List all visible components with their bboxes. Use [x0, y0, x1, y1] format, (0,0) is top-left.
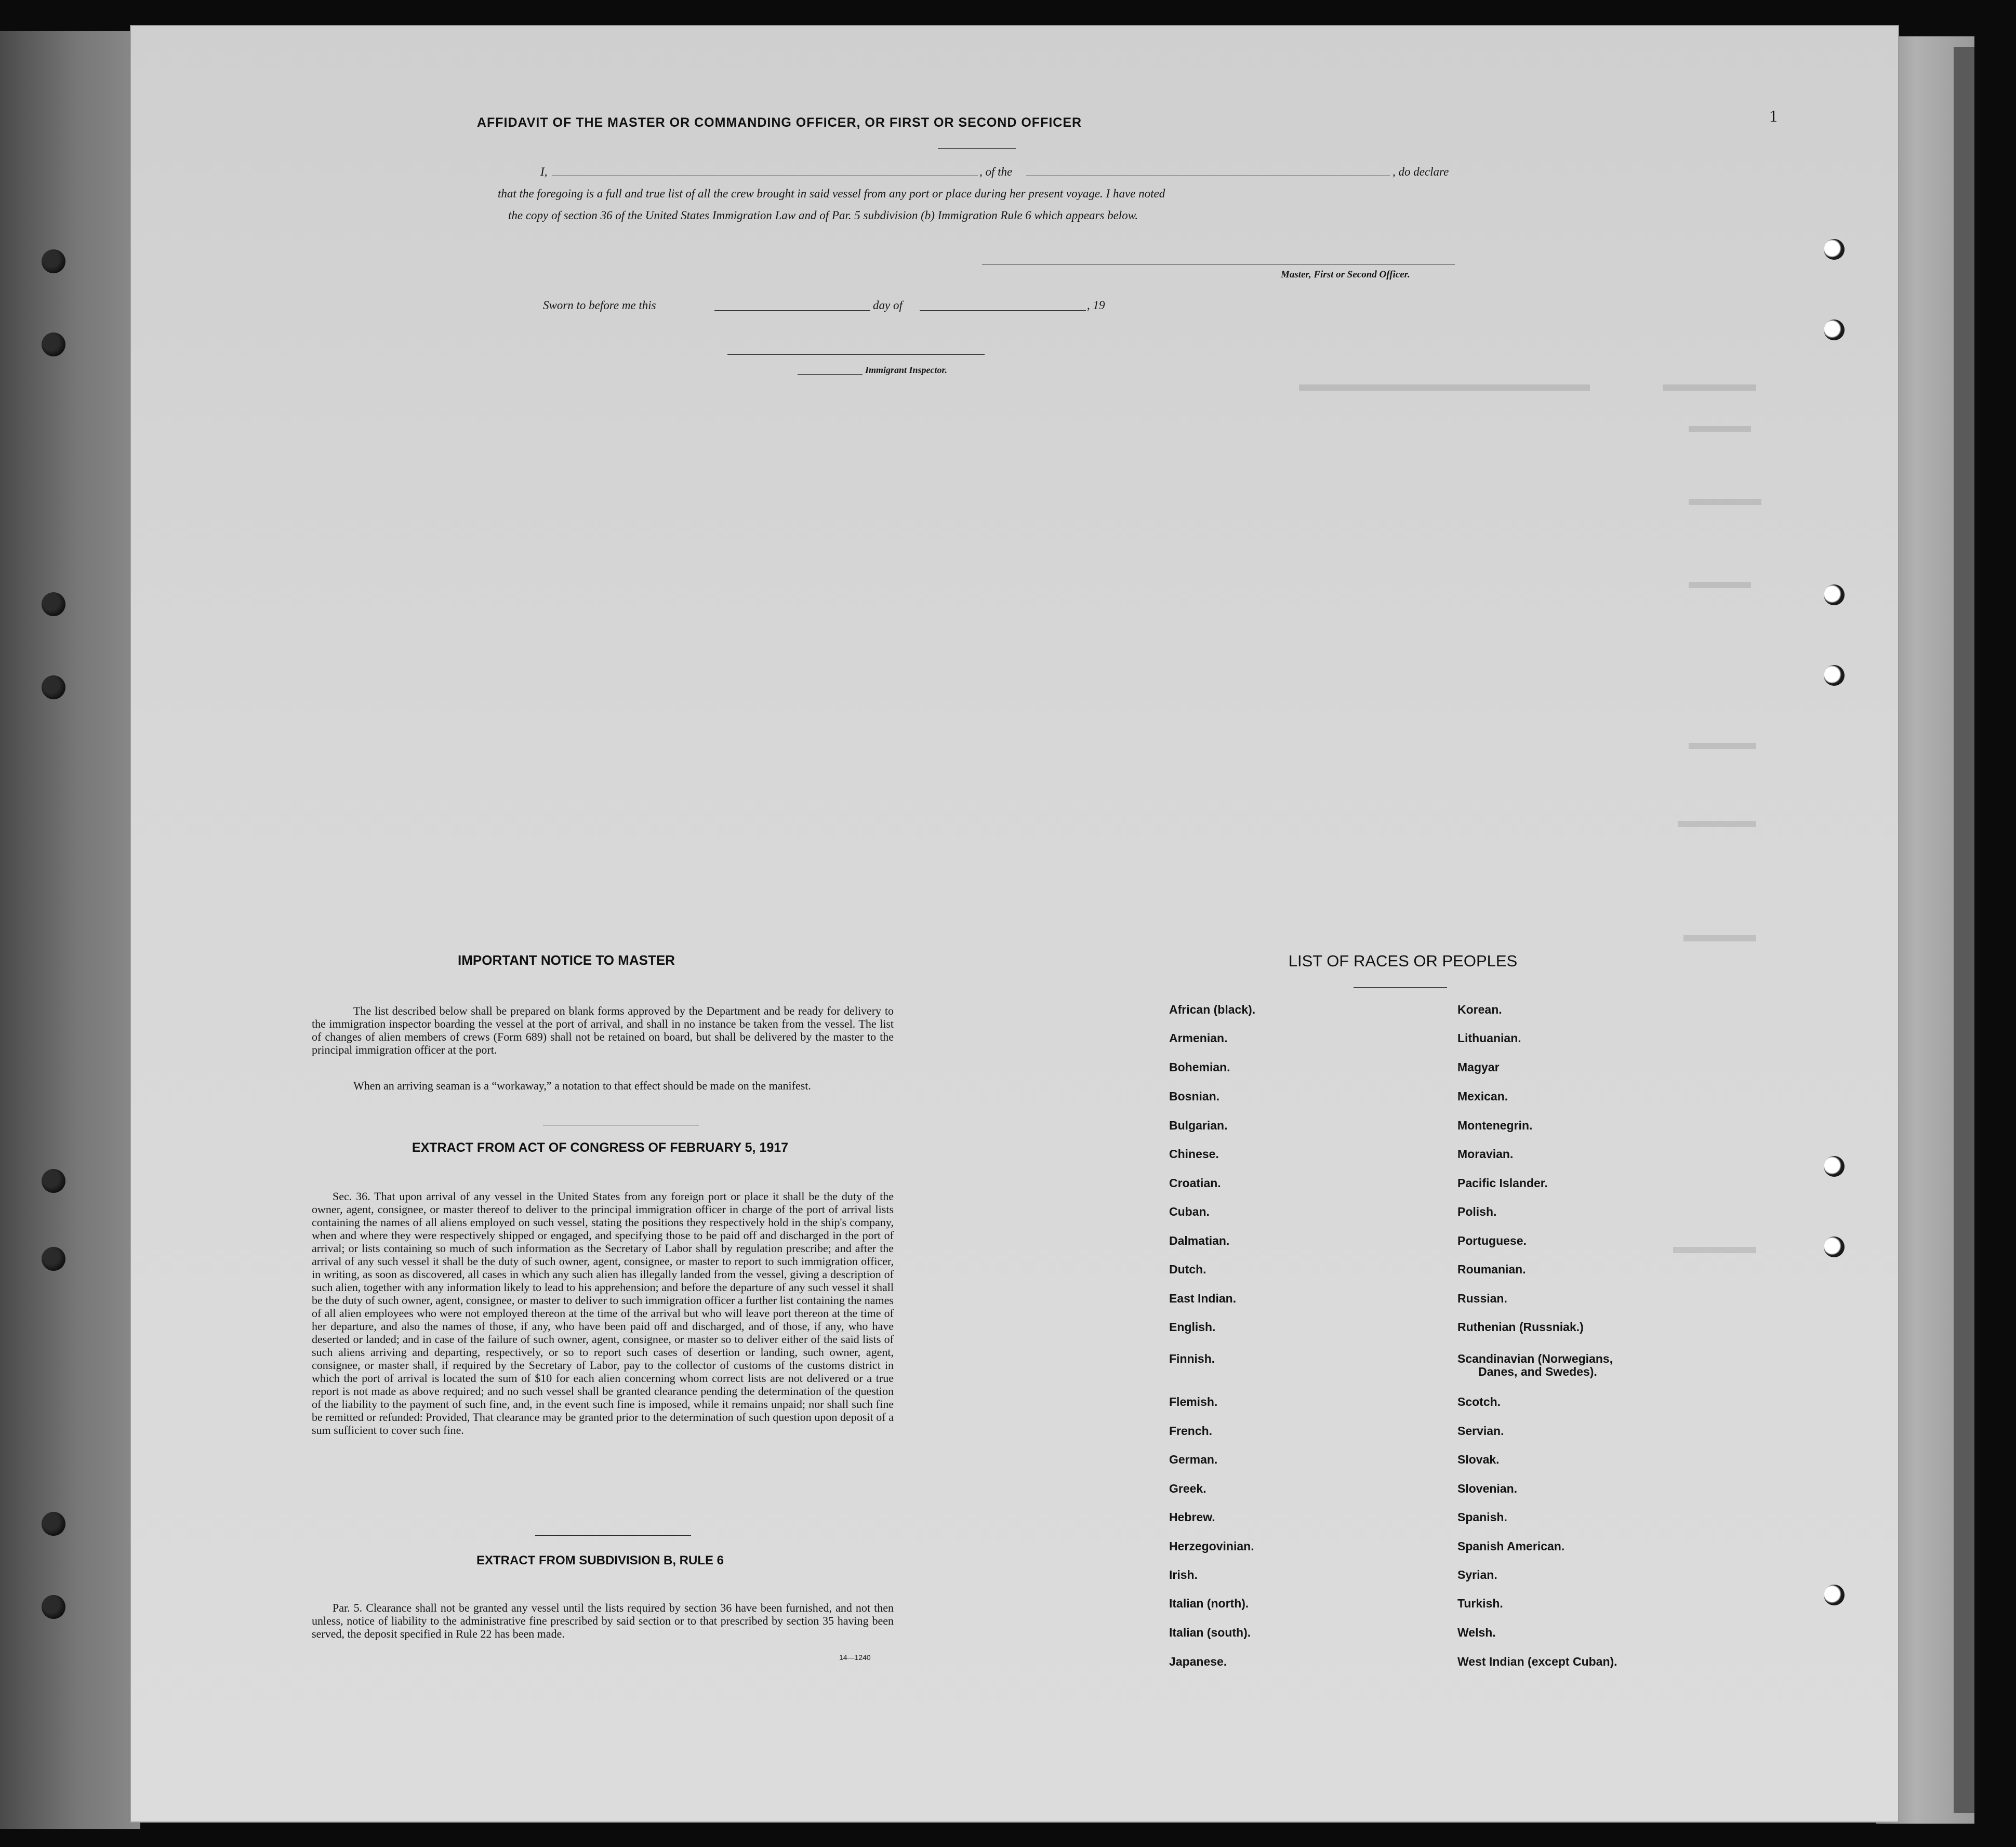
binding-hole-icon — [42, 333, 65, 356]
rule-extract-title: EXTRACT FROM SUBDIVISION B, RULE 6 — [476, 1553, 724, 1567]
races-title-rule — [1354, 987, 1447, 988]
binding-hole-icon — [1824, 1585, 1845, 1605]
binding-hole-icon — [1824, 1156, 1845, 1177]
bleed-through — [1673, 1247, 1756, 1253]
race-item: Japanese. — [1169, 1655, 1227, 1668]
race-item: Spanish American. — [1457, 1539, 1565, 1553]
affidavit-line1-start: I, — [540, 165, 548, 178]
signature-label: Master, First or Second Officer. — [1281, 269, 1410, 280]
rule-extract-body: Par. 5. Clearance shall not be granted any vessel until the lists required by section 36 have been furnished, and not then unless, notice of liability to the administrative fine prescribed by said section or to that prescribed by section 35 having been served, the deposit specified in Rule 22 has been made. — [312, 1601, 894, 1640]
bleed-through — [1689, 743, 1756, 749]
race-item: Hebrew. — [1169, 1510, 1215, 1524]
binding-hole-icon — [42, 1512, 65, 1536]
sworn-month-blank[interactable] — [920, 310, 1086, 311]
affidavit-line1-end: , do declare — [1392, 165, 1449, 178]
binding-hole-icon — [1824, 1237, 1845, 1257]
race-item: Greek. — [1169, 1482, 1206, 1495]
race-item: Irish. — [1169, 1568, 1198, 1582]
race-item: Dalmatian. — [1169, 1234, 1230, 1247]
notice-para2: When an arriving seaman is a “workaway,” a notation to that effect should be made on the manifest. — [353, 1079, 811, 1092]
section-rule — [535, 1535, 691, 1536]
next-page-shadow — [1954, 47, 1974, 1813]
bleed-through — [1689, 499, 1761, 505]
race-item: French. — [1169, 1424, 1213, 1438]
binding-hole-icon — [1824, 584, 1845, 605]
race-item: Bosnian. — [1169, 1089, 1220, 1103]
races-title: LIST OF RACES OR PEOPLES — [1288, 952, 1518, 970]
race-item: Magyar — [1457, 1060, 1500, 1074]
inspector-signature-line[interactable] — [727, 354, 985, 355]
bleed-through — [1663, 384, 1756, 391]
race-item: Flemish. — [1169, 1395, 1218, 1408]
race-item: Pacific Islander. — [1457, 1176, 1548, 1190]
notice-para1: The list described below shall be prepared on blank forms approved by the Department and be ready for delivery to the immigration inspector boarding the vessel at the port of arrival, and shall in no instance be taken from the vessel. The list of changes of alien members of crews (Form 689) shall not be retained on board, but shall be delivered by the master to the principal immigration officer at the port. — [312, 1004, 894, 1056]
act-extract-title: EXTRACT FROM ACT OF CONGRESS OF FEBRUARY 5, 1917 — [412, 1140, 789, 1155]
manifest-page — [130, 25, 1899, 1823]
race-item: Korean. — [1457, 1003, 1502, 1016]
race-item: Herzegovinian. — [1169, 1539, 1254, 1553]
race-item: Roumanian. — [1457, 1263, 1526, 1276]
binding-hole-icon — [1824, 239, 1845, 260]
act-extract-body: Sec. 36. That upon arrival of any vessel in the United States from any foreign port or place it shall be the duty of the owner, agent, consignee, or master thereof to deliver to the principal immigration officer in charge of the port of arrival lists containing the names of all aliens employed on such vessel, stating the positions they respectively hold in the ship's company, when and where they were respectively shipped or engaged, and specifying those to be paid off and discharged in the port of arrival; or lists containing so much of such information as the Secretary of Labor shall by regulation prescribe; and after the arrival of any such vessel it shall be the duty of such owner, agent, consignee, or master to report to such immigration officer, in writing, as soon as discovered, all cases in which any such alien has illegally landed from the vessel, giving a description of such alien, together with any information likely to lead to his apprehension; and before the departure of any such vessel it shall be the duty of such owner, agent, consignee, or master to deliver to such immigration officer a further list containing the names of all alien employees who were not employed thereon at the time of the arrival but who will leave port thereon at the time of her departure, and also the names of those, if any, who have been paid off and discharged, and of those, if any, who have deserted or landed; and in case of the failure of such owner, agent, consignee, or master so to deliver either of the said lists of such aliens arriving and departing, respectively, or so to report such cases of desertion or landing, such owner, agent, consignee, or master shall, if required by the Secretary of Labor, pay to the collector of customs of the customs district in which the port of arrival is located the sum of $10 for each alien concerning whom correct lists are not delivered or a true report is not made as above required; and no such vessel shall be granted clearance pending the determination of the question of the liability to the payment of such fine, and, in the event such fine is imposed, while it remains unpaid; nor shall such fine be remitted or refunded: Provided, That clearance may be granted prior to the determination of such question upon deposit of a sum sufficient to cover such fine. — [312, 1190, 894, 1437]
affidavit-line2: that the foregoing is a full and true list of all the crew brought in said vessel from any port or place during her present voyage. I have noted — [498, 187, 1165, 200]
race-item: Spanish. — [1457, 1510, 1507, 1524]
race-item: Cuban. — [1169, 1205, 1210, 1218]
inspector-label: Immigrant Inspector. — [865, 365, 948, 375]
race-item: Welsh. — [1457, 1626, 1496, 1639]
affidavit-line1-mid: , of the — [979, 165, 1013, 178]
race-item: Montenegrin. — [1457, 1119, 1533, 1132]
notice-title: IMPORTANT NOTICE TO MASTER — [458, 952, 675, 968]
race-item: German. — [1169, 1453, 1218, 1466]
sworn-day-label: day of — [873, 299, 903, 312]
binding-hole-icon — [42, 1169, 65, 1193]
race-item: Ruthenian (Russniak.) — [1457, 1320, 1584, 1334]
race-item: Slovenian. — [1457, 1482, 1518, 1495]
bleed-through — [1689, 426, 1751, 432]
binding-hole-icon — [42, 249, 65, 273]
race-item: African (black). — [1169, 1003, 1256, 1016]
bleed-through — [1683, 935, 1756, 941]
bleed-through — [1678, 821, 1756, 827]
binding-hole-icon — [42, 592, 65, 616]
form-number: 14—1240 — [839, 1653, 871, 1662]
race-item: Bulgarian. — [1169, 1119, 1228, 1132]
title-rule — [938, 148, 1016, 149]
race-item: East Indian. — [1169, 1292, 1237, 1305]
race-item: Moravian. — [1457, 1147, 1514, 1161]
race-item: Turkish. — [1457, 1597, 1503, 1610]
race-item: Chinese. — [1169, 1147, 1219, 1161]
binding-hole-icon — [42, 1247, 65, 1271]
race-item: Italian (north). — [1169, 1597, 1249, 1610]
race-item: Scandinavian (Norwegians, Danes, and Swedes). — [1457, 1352, 1613, 1378]
race-item: Italian (south). — [1169, 1626, 1251, 1639]
affidavit-line3: the copy of section 36 of the United States Immigration Law and of Par. 5 subdivision (b) Immigration Rule 6 which appears below. — [508, 209, 1138, 222]
race-item: Bohemian. — [1169, 1060, 1230, 1074]
race-item: English. — [1169, 1320, 1216, 1334]
bleed-through — [1299, 384, 1590, 391]
inspector-short-rule — [798, 374, 863, 375]
race-item: Servian. — [1457, 1424, 1504, 1438]
race-item: West Indian (except Cuban). — [1457, 1655, 1617, 1668]
binding-hole-icon — [1824, 320, 1845, 340]
previous-page-edge — [0, 31, 140, 1829]
race-item: Scotch. — [1457, 1395, 1501, 1408]
race-item: Syrian. — [1457, 1568, 1497, 1582]
race-item: Mexican. — [1457, 1089, 1508, 1103]
race-item: Russian. — [1457, 1292, 1507, 1305]
race-item: Slovak. — [1457, 1453, 1500, 1466]
race-item: Dutch. — [1169, 1263, 1206, 1276]
race-item: Armenian. — [1169, 1031, 1228, 1045]
binding-hole-icon — [42, 1595, 65, 1619]
race-item: Finnish. — [1169, 1352, 1215, 1365]
race-item: Croatian. — [1169, 1176, 1221, 1190]
page-mark: 1 — [1769, 107, 1778, 125]
sworn-prefix: Sworn to before me this — [543, 299, 656, 312]
binding-hole-icon — [1824, 665, 1845, 686]
affidavit-title: AFFIDAVIT OF THE MASTER OR COMMANDING OFFICER, OR FIRST OR SECOND OFFICER — [476, 115, 1082, 130]
race-item: Lithuanian. — [1457, 1031, 1521, 1045]
binding-hole-icon — [42, 675, 65, 699]
sworn-year: , 19 — [1087, 299, 1105, 312]
sworn-day-blank[interactable] — [714, 310, 870, 311]
race-item: Polish. — [1457, 1205, 1497, 1218]
race-item: Portuguese. — [1457, 1234, 1527, 1247]
bleed-through — [1689, 582, 1751, 588]
